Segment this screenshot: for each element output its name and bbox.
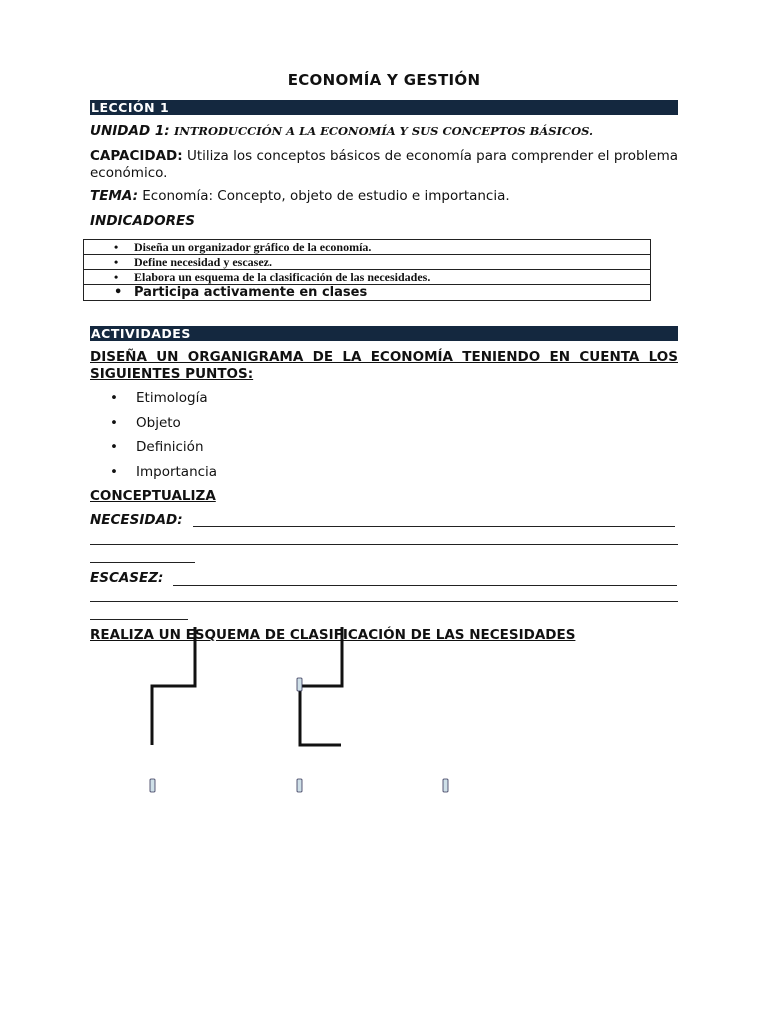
resize-handle[interactable]	[150, 779, 155, 792]
activities-band: ACTIVIDADES	[90, 326, 678, 341]
resize-handle[interactable]	[443, 779, 448, 792]
lesson-band: LECCIÓN 1	[90, 100, 678, 115]
bullet-icon: •	[110, 463, 118, 480]
topic-label: TEMA:	[90, 188, 138, 204]
necessity-label: NECESIDAD:	[90, 512, 183, 528]
connector-line	[300, 627, 342, 745]
bullet-icon: •	[114, 240, 119, 254]
bullet-icon: •	[110, 414, 118, 431]
scarcity-label: ESCASEZ:	[90, 570, 164, 586]
resize-handle[interactable]	[297, 678, 302, 691]
unit-text: INTRODUCCIÓN A LA ECONOMÍA Y SUS CONCEPTOS BÁSICOS.	[173, 124, 594, 138]
resize-handle[interactable]	[297, 779, 302, 792]
connector-line	[152, 627, 195, 745]
indicator-text: Participa activamente en clases	[134, 285, 368, 300]
activity-heading: DISEÑA UN ORGANIGRAMA DE LA ECONOMÍA TENIENDO EN CUENTA LOS SIGUIENTES PUNTOS:	[90, 349, 678, 382]
list-item-text: Etimología	[136, 390, 208, 406]
indicators-heading: INDICADORES	[90, 213, 195, 229]
indicator-text: Elabora un esquema de la clasificación de las necesidades.	[134, 270, 431, 284]
indicator-text: Diseña un organizador gráfico de la economía.	[134, 240, 372, 254]
document-title: ECONOMÍA Y GESTIÓN	[287, 71, 481, 89]
conceptualize-heading: CONCEPTUALIZA	[90, 488, 216, 504]
capacity-label: CAPACIDAD:	[90, 148, 183, 164]
bullet-icon: •	[114, 285, 123, 300]
bullet-icon: •	[110, 390, 118, 406]
unit-label: UNIDAD 1:	[90, 123, 170, 139]
capacity-text: Utiliza los conceptos básicos de economía para comprender el problema económico.	[90, 148, 678, 181]
bullet-icon: •	[110, 439, 118, 455]
topic-text: Economía: Concepto, objeto de estudio e importancia.	[142, 188, 510, 204]
bullet-icon: •	[114, 270, 119, 284]
scheme-heading: REALIZA UN ESQUEMA DE CLASIFICACIÓN DE LAS NECESIDADES	[90, 627, 576, 643]
list-item-text: Definición	[136, 439, 204, 455]
indicator-text: Define necesidad y escasez.	[134, 255, 272, 269]
bullet-icon: •	[114, 255, 119, 269]
list-item-text: Importancia	[136, 463, 218, 480]
list-item-text: Objeto	[136, 414, 181, 431]
